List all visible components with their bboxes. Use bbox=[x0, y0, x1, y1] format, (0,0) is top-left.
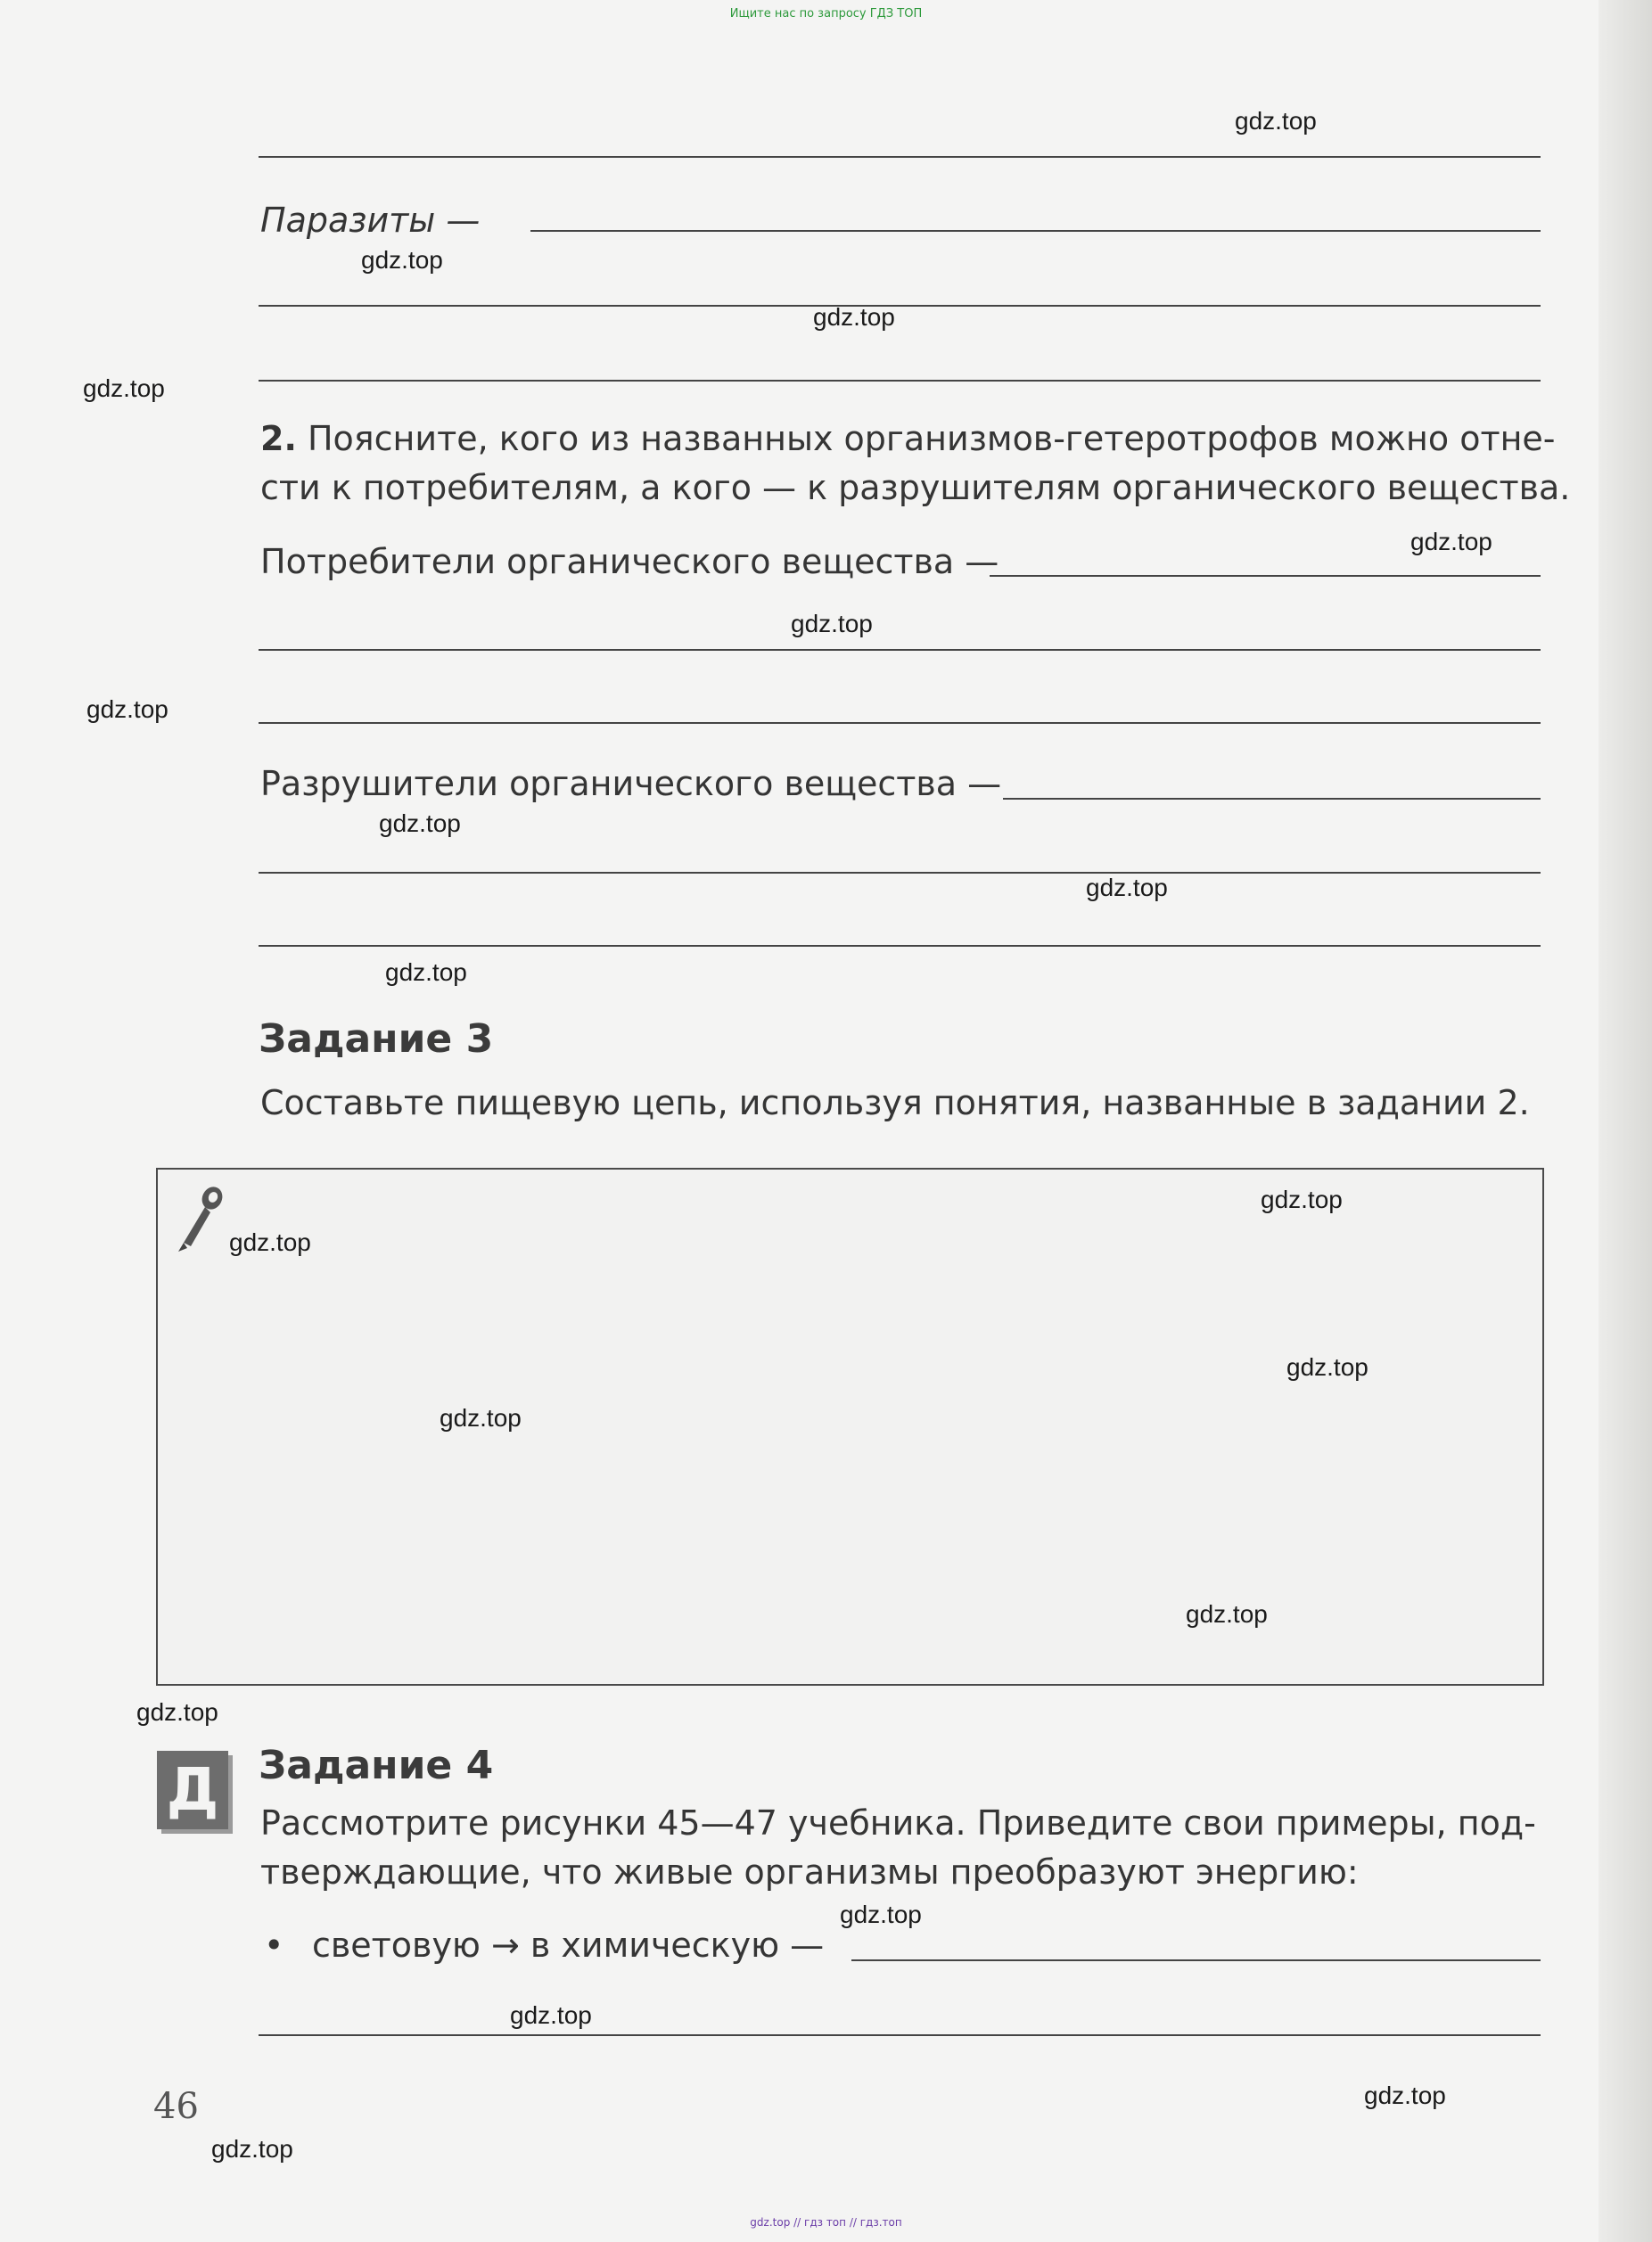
answer-line bbox=[259, 380, 1541, 382]
watermark: gdz.top bbox=[791, 610, 873, 637]
watermark: gdz.top bbox=[1261, 1186, 1343, 1213]
watermark: gdz.top bbox=[361, 246, 443, 274]
watermark: gdz.top bbox=[1364, 2082, 1446, 2109]
watermark: gdz.top bbox=[211, 2135, 293, 2163]
answer-line bbox=[259, 2034, 1541, 2036]
watermark: gdz.top bbox=[1286, 1353, 1368, 1381]
task4-badge: Д bbox=[157, 1751, 228, 1829]
task4-line2: тверждающие, что живые организмы преобразуют энергию: bbox=[260, 1852, 1359, 1892]
item2-number: 2. bbox=[260, 419, 297, 458]
consumers-label: Потребители органического вещества — bbox=[260, 542, 999, 581]
answer-line bbox=[259, 156, 1541, 158]
watermark: gdz.top bbox=[136, 1698, 218, 1726]
top-note: Ищите нас по запросу ГДЗ ТОП bbox=[729, 7, 923, 21]
watermark: gdz.top bbox=[440, 1404, 522, 1432]
task4-title: Задание 4 bbox=[259, 1743, 494, 1788]
bottom-note: gdz.top // гдз топ // гдз.топ bbox=[750, 2216, 902, 2229]
item2-line2: сти к потребителям, а кого — к разрушителям органического вещества. bbox=[260, 468, 1571, 507]
watermark: gdz.top bbox=[1410, 528, 1492, 555]
watermark: gdz.top bbox=[510, 2001, 592, 2029]
answer-line bbox=[1003, 798, 1541, 800]
brush-icon bbox=[175, 1184, 228, 1255]
watermark: gdz.top bbox=[229, 1228, 311, 1256]
decomposers-label: Разрушители органического вещества — bbox=[260, 764, 1002, 803]
answer-line bbox=[851, 1959, 1541, 1961]
watermark: gdz.top bbox=[813, 303, 895, 331]
watermark: gdz.top bbox=[86, 695, 168, 723]
task3-title: Задание 3 bbox=[259, 1016, 494, 1062]
answer-box[interactable] bbox=[156, 1168, 1544, 1686]
watermark: gdz.top bbox=[1086, 874, 1168, 901]
answer-line bbox=[259, 649, 1541, 651]
watermark: gdz.top bbox=[840, 1901, 922, 1928]
parasites-label: Паразиты — bbox=[260, 201, 481, 240]
watermark: gdz.top bbox=[83, 374, 165, 402]
task4-line1: Рассмотрите рисунки 45—47 учебника. Приведите свои примеры, под- bbox=[260, 1803, 1536, 1843]
page-edge-shadow bbox=[1599, 0, 1652, 2242]
item2-line1: Поясните, кого из названных организмов-гетеротрофов можно отне- bbox=[307, 419, 1556, 458]
bullet-text: световую → в химическую — bbox=[312, 1926, 825, 1965]
item2-text-line1 bbox=[260, 415, 1556, 463]
task3-instruction: Составьте пищевую цепь, используя понятия, названные в задании 2. bbox=[260, 1083, 1530, 1122]
page-number: 46 bbox=[153, 2086, 199, 2127]
watermark: gdz.top bbox=[379, 809, 461, 837]
answer-line bbox=[259, 722, 1541, 724]
answer-line bbox=[259, 945, 1541, 947]
watermark: gdz.top bbox=[1235, 107, 1317, 135]
answer-line bbox=[990, 575, 1541, 577]
watermark: gdz.top bbox=[1186, 1600, 1268, 1628]
bullet-marker: • bbox=[264, 1926, 284, 1965]
answer-line bbox=[530, 230, 1541, 232]
watermark: gdz.top bbox=[385, 958, 467, 986]
answer-line bbox=[259, 872, 1541, 874]
answer-line bbox=[259, 305, 1541, 307]
